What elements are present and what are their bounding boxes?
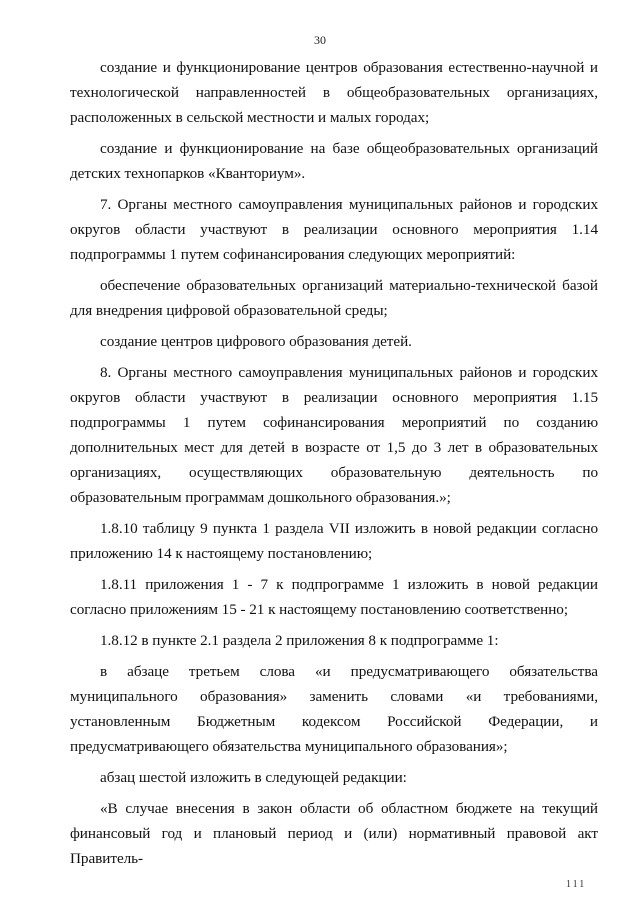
paragraph-12: «В случае внесения в закон области об областном бюджете на текущий финансовый год и плановый период и (или) нормативный правовой акт Правитель- [70, 800, 598, 867]
paragraph-7: 1.8.10 таблицу 9 пункта 1 раздела VII изложить в новой редакции согласно приложению 14 к настоящему постановлению; [70, 520, 598, 562]
paragraph-6: 8. Органы местного самоуправления муниципальных районов и городских округов области участвуют в реализации основного мероприятия 1.15 подпрограммы 1 путем софинансирования мероприятий по созданию дополнительных мест для детей в возрасте от 1,5 до 3 лет в образовательных организациях, осуществляющих образовательную деятельность по образовательным программам дошкольного образования.»; [70, 364, 598, 506]
paragraph-3: 7. Органы местного самоуправления муниципальных районов и городских округов области участвуют в реализации основного мероприятия 1.14 подпрограммы 1 путем софинансирования следующих мероприятий: [70, 196, 598, 263]
paragraph-5: создание центров цифрового образования детей. [100, 333, 412, 350]
paragraph-1: создание и функционирование центров образования естественно-научной и технологической направленностей в общеобразовательных организациях, расположенных в сельской местности и малых городах; [70, 59, 598, 126]
paragraph-8: 1.8.11 приложения 1 - 7 к подпрограмме 1 изложить в новой редакции согласно приложениям 15 - 21 к настоящему постановлению соответственно; [70, 576, 598, 618]
page-number: 30 [314, 33, 326, 47]
paragraph-2: создание и функционирование на базе общеобразовательных организаций детских технопарков «Кванториум». [70, 140, 598, 182]
body-text [70, 55, 598, 877]
corner-mark: 111 [566, 879, 587, 890]
paragraph-11: абзац шестой изложить в следующей редакции: [100, 769, 407, 786]
paragraph-4: обеспечение образовательных организаций материально-технической базой для внедрения цифровой образовательной среды; [70, 277, 598, 319]
paragraph-10: в абзаце третьем слова «и предусматривающего обязательства муниципального образования» заменить словами «и требованиями, установленным Бюджетным кодексом Российской Федерации, и предусматривающего обязательства муниципального образования»; [70, 663, 598, 755]
paragraph-9: 1.8.12 в пункте 2.1 раздела 2 приложения 8 к подпрограмме 1: [100, 632, 499, 649]
